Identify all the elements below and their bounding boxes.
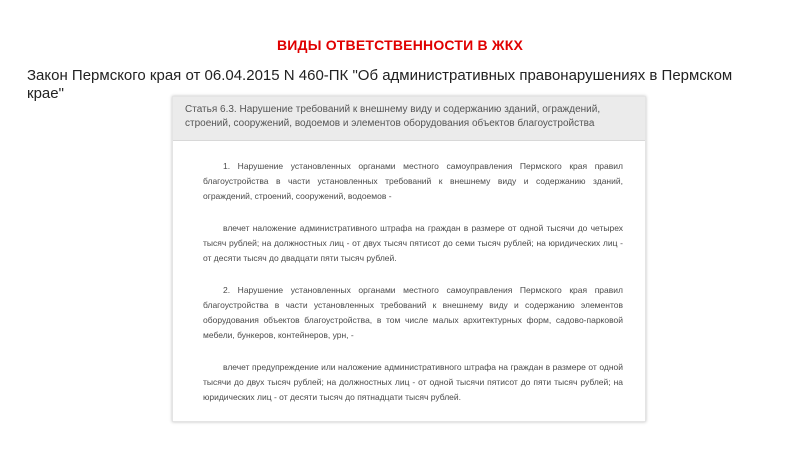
paragraph-part-2: 2. Нарушение установленных органами местного самоуправления Пермского края правил благоустройства в части установленных требований к внешнему виду и содержанию элементов оборудования объектов благоустройства, в том числе малых архитектурных форм, садово-парковой мебели, бункеров, контейнеров, урн, - <box>203 285 623 340</box>
paragraph-sanction-2: влечет предупреждение или наложение административного штрафа на граждан в размере от одной тысячи до двух тысяч рублей; на должностных лиц - от одной тысячи пятисот до пяти тысяч рублей; на юридических лиц - от десяти тысяч до пятнадцати тысяч рублей. <box>203 362 623 402</box>
article-body <box>173 141 645 405</box>
paragraph-part-1: 1. Нарушение установленных органами местного самоуправления Пермского края правил благоустройства в части установленных требований к внешнему виду и содержанию зданий, ограждений, строений, сооружений, водоемов - <box>203 161 623 201</box>
document-screenshot <box>172 96 646 422</box>
law-reference: Закон Пермского края от 06.04.2015 N 460-ПК "Об административных правонарушениях в Пермском крае" <box>27 67 733 102</box>
slide-title: ВИДЫ ОТВЕТСТВЕННОСТИ В ЖКХ <box>276 37 524 53</box>
article-heading: Статья 6.3. Нарушение требований к внешнему виду и содержанию зданий, ограждений, строений, сооружений, водоемов и элементов оборудования объектов благоустройства <box>173 97 645 141</box>
paragraph-sanction-1: влечет наложение административного штрафа на граждан в размере от одной тысячи до четырех тысяч рублей; на должностных лиц - от двух тысяч пятисот до семи тысяч рублей; на юридических лиц - от десяти тысяч до двадцати пяти тысяч рублей. <box>203 223 623 263</box>
